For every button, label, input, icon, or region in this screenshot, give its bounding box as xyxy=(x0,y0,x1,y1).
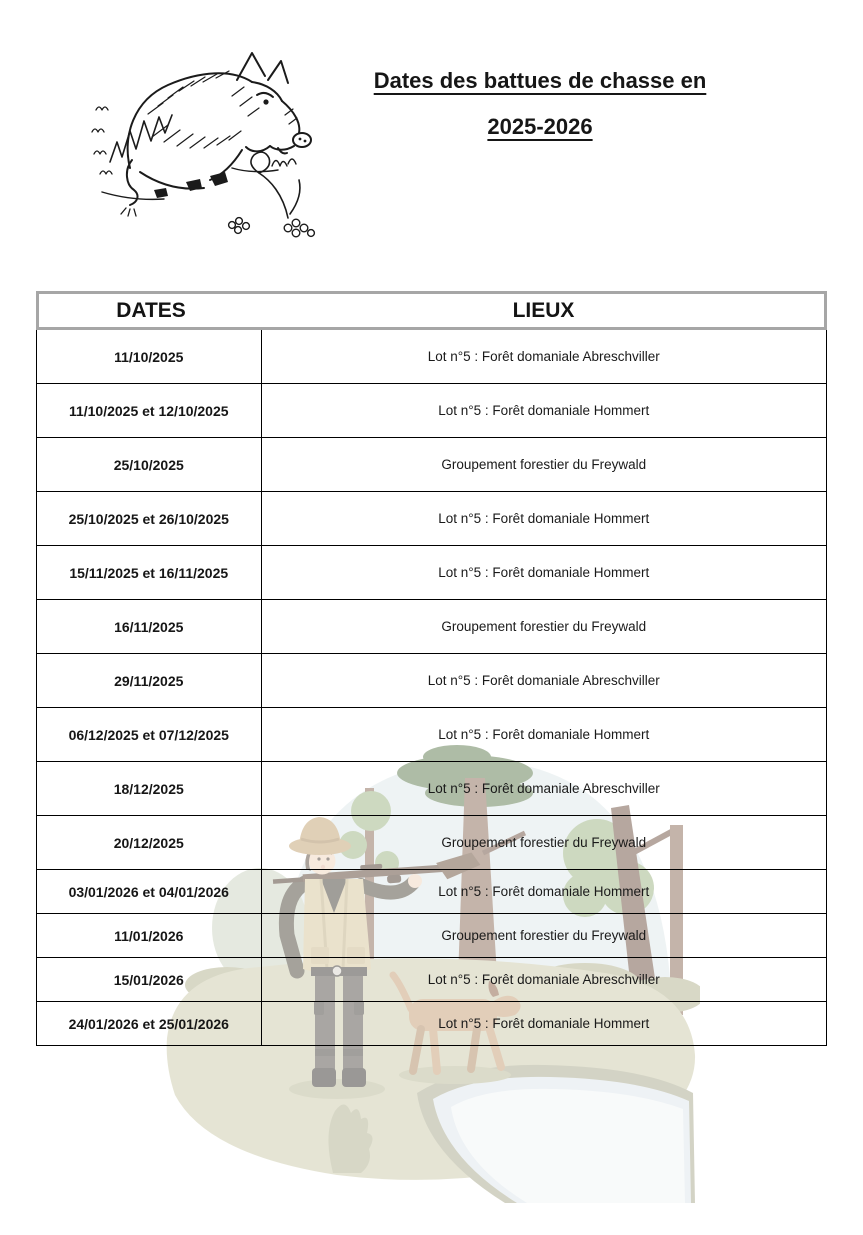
date-cell: 29/11/2025 xyxy=(37,654,262,707)
table-row xyxy=(37,654,826,708)
date-cell: 20/12/2025 xyxy=(37,816,262,869)
lieu-cell: Lot n°5 : Forêt domaniale Hommert xyxy=(438,884,650,899)
lieu-cell: Groupement forestier du Freywald xyxy=(441,619,647,634)
lieu-cell: Lot n°5 : Forêt domaniale Abreschviller xyxy=(427,781,660,796)
table-row xyxy=(37,438,826,492)
date-cell: 24/01/2026 et 25/01/2026 xyxy=(37,1002,262,1045)
lieu-cell: Lot n°5 : Forêt domaniale Abreschviller xyxy=(427,673,660,688)
table-row xyxy=(37,870,826,914)
date-cell: 25/10/2025 et 26/10/2025 xyxy=(37,492,262,545)
date-cell: 06/12/2025 et 07/12/2025 xyxy=(37,708,262,761)
table-row xyxy=(37,708,826,762)
lieu-cell: Lot n°5 : Forêt domaniale Hommert xyxy=(438,511,650,526)
lieu-cell: Groupement forestier du Freywald xyxy=(441,835,647,850)
table-row xyxy=(37,492,826,546)
title-line-2: 2025-2026 xyxy=(487,114,593,139)
wild-boar-illustration xyxy=(82,40,322,245)
table-row xyxy=(37,1002,826,1046)
lieu-cell: Groupement forestier du Freywald xyxy=(441,457,647,472)
date-cell: 15/11/2025 et 16/11/2025 xyxy=(37,546,262,599)
date-cell: 15/01/2026 xyxy=(37,958,262,1001)
column-header-lieux: LIEUX xyxy=(512,298,575,322)
lieu-cell: Lot n°5 : Forêt domaniale Hommert xyxy=(438,565,650,580)
date-cell: 16/11/2025 xyxy=(37,600,262,653)
table-row xyxy=(37,816,826,870)
document-title xyxy=(300,68,780,140)
table-row xyxy=(37,914,826,958)
table-row xyxy=(37,762,826,816)
lieu-cell: Lot n°5 : Forêt domaniale Hommert xyxy=(438,1016,650,1031)
date-cell: 11/10/2025 xyxy=(37,330,262,383)
date-cell: 18/12/2025 xyxy=(37,762,262,815)
table-body xyxy=(36,330,827,1046)
schedule-table xyxy=(36,291,827,1046)
table-row xyxy=(37,330,826,384)
lieu-cell: Groupement forestier du Freywald xyxy=(441,928,647,943)
date-cell: 11/01/2026 xyxy=(37,914,262,957)
table-row xyxy=(37,958,826,1002)
title-line-1: Dates des battues de chasse en xyxy=(373,68,707,93)
lieu-cell: Lot n°5 : Forêt domaniale Hommert xyxy=(438,727,650,742)
column-header-dates: DATES xyxy=(116,298,186,322)
date-cell: 11/10/2025 et 12/10/2025 xyxy=(37,384,262,437)
lieu-cell: Lot n°5 : Forêt domaniale Hommert xyxy=(438,403,650,418)
date-cell: 03/01/2026 et 04/01/2026 xyxy=(37,870,262,913)
table-row xyxy=(37,600,826,654)
lieu-cell: Lot n°5 : Forêt domaniale Abreschviller xyxy=(427,349,660,364)
lieu-cell: Lot n°5 : Forêt domaniale Abreschviller xyxy=(427,972,660,987)
table-header-row xyxy=(36,291,827,330)
table-row xyxy=(37,546,826,600)
wild-boar-sketch-icon xyxy=(82,40,322,245)
table-row xyxy=(37,384,826,438)
date-cell: 25/10/2025 xyxy=(37,438,262,491)
